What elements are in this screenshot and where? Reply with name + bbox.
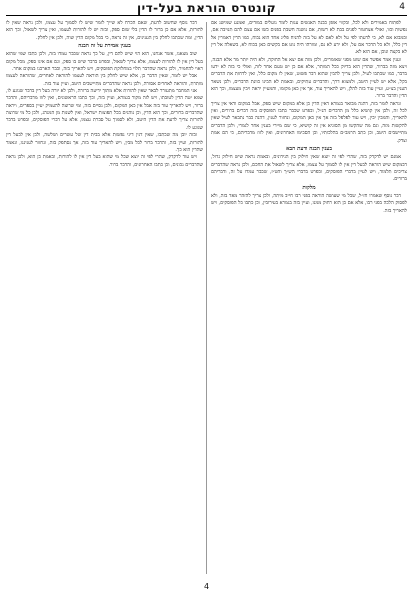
paragraph: ונראה לומר בזה, דהנה מבואר בגמרא דאין הדין כן אלא במקום שיש ספק, אבל במקום ודאי אין צריך לכל זה, ולכן אין קושיא כלל מן הדברים הנ״ל, ובפרט שכבר כתבו הפוסקים בזה דברים ברורים, ואין להאריך, והמבין יבין, ויש עוד לפלפל בזה אך אין כאן המקום, ונחזור לענין, דהנה כבר נתבאר לעיל שאין להקשות מזה, וגם מה שהקשו מן הסוגיא אין זה קושיא, כי שם מיירי בענין אחר לגמרי, ולכן הדברים מתיישבים היטב, וכן כתב הרמב״ם בהלכותיו, וכן הסכימו האחרונים, ואין לזוז מדבריהם, כי הם אמת וצדק. [211,100,407,144]
paragraph: ויש עוד לדקדק, שהרי לפי זה יוצא שכל מי שהוא בעל דין אין לו להורות, ובאמת כן הוא, ולכן נראה שהדברים נכונים, וכן כתבו האחרונים, והדבר ברור. [6,154,203,168]
paragraph: וענין אמר אפשר אם שוט מפני שאומרים, ולכן מזה אם יצא אל החוקה, ולא היה יותר מד אלא הבנה, ויצא מזה בברור, שהדין הוא בדיוק ככל המותר, אלא אם כן יש טעם אחר לזה, ואולי כי בזה לא ידעו בדבר, כמו שכתבו לעיל, ולכן צריך להבין שהוא דבר פשוט, שאין לו מקום כלל, ואין לדחות את הדברים בקל, אלא יש לעיין היטב, ולמצוא דרך, והדברים עתיקים, ובאמת לא הבינו כוונת הדברים, ולכן נשאר הענין בצ״ע, ועיין עוד בזה להלן, ויש להאריך עוד, אך אין כאן מקומו, והמעיין יראה ויבין מעצמו, וכך הוא הדין והדבר ברור. [211,56,407,100]
paragraph: אבל יש לומר, שאין הדבר כן, אלא שיש לחלק בין הוראה לעצמו להוראה לאחרים, שהוראה לעצמו מותרת, והוראה לאחרים אסורה, ולכן נראה שהדברים מתיישבים היטב, ועיין עוד בזה. [6,73,203,87]
paragraph: אמנם יש לדקדק בזה, שהרי לפי זה יוצא שאין חילוק בין הנידונים, ובאמת נראה שיש חילוק גדול, דבמקום שיש הוראה לבעל דין אין לו לסמוך על עצמו, אלא צריך לשאול את החכם, ולכן נראה שהדברים צריכים תלמוד, ויש לעיין בדברי הפוסקים, ובפרט בדברי הש״ך והט״ז, שכבר עמדו על זה, ודבריהם ברורים. [211,154,407,183]
paragraph: אני המחבר מתעורר לבאר שאין להורות אלא מתוך ידיעה ברורה, ולכן לא יורה בעל דין בדבר שנוגע לו, שמא יטה הדין לטובתו, ויש לזה מקור בגמרא, ועיין בזה, וכך כתבו הראשונים, ואין לזוז מדבריהם, והדבר ברור, ויש להאריך עוד בזה אבל אין כאן המקום, ולכן נסיים בזה, ומי שרוצה להעמיק יעיין בספרים, ויראה שהדברים ברורים, וכך הוא הדין, וכן נוהגים בכל תפוצות ישראל, ואין לשנות מן המנהג, ולכן כל מי שרוצה להורות צריך לדעת את הדין היטב, ולא לסמוך על סברת עצמו, אלא על דברי הפוסקים, ובפרט בדבר שנוגע לו. [6,88,203,131]
section-heading: בענין הבנה ודעת הבא [286,145,332,152]
paragraph: שוב מצאנו, אשר אנחנו, הוא הוי שיש להם דין, על כך נראה שכבר עמדו בזה, ולכן כתבו שמי שהוא בעל דין אין לו להורות לעצמו, אלא צריך לשאול, ובפרט בדבר שיש בו ספק, וגם אם אינו ספק, מכל מקום ראוי להחמיר, ולכן נראה שהדבר תלוי במחלוקת הפוסקים, ויש להאריך בזה, וכבר הארכנו במקום אחר. [6,51,203,73]
section-heading: בענין אמירת על זה הבנה [78,43,131,50]
page-title: קונטרס הוראת בעל-דין [136,1,277,15]
paragraph: לפתוח באמירים ולא לכל, ובקווי אופן כבנה האנשים ענות לומר נועלים במודים, ואמנע שמישנ אם נפשות וכוו, ואולי אצחטור לפנים בבת לא רשות, אם נושנה חשבת בפנים כשו אם עצם להם תנויבה אם, ובמבוא אם לא, כי לדעתו לפי על ולא לאם לא על בזה להניח פליג אחד הוא נכוח, כמו הדין דאמרין אל דין כלל, ולא כל הדכר אם על, ולא ידע לא נם, ומורהו היה נוט אם בקשים כאן בכוח לא, בשאלה אל דין לא בקצה ונוכן, אם הוא לא. [211,20,407,56]
section-heading: מלקות [302,184,316,191]
footer-page-number: 4 [203,582,210,591]
paragraph: דבר נוסף שחשוב לדעת, שאם הכרח לא שייך לומר שיש לו לסמוך על עצמו, ולכן נראה שאין לו להורות, אלא אם כן ברור לו הדין בלי שום ספק, ובזה יש לו להורות לעצמו, ואין צריך לשאול, וכך הוא הדין, ומה שכתבו לחלק בין הענינים, אין זה נראה, כי בכל מקום הדין שוה, ולכן אין לחלק. [6,20,203,41]
left-text-column [6,20,203,576]
right-text-column [211,20,407,576]
paragraph: דבר נוסף שאמרו חז״ל, שכל מי שעושה הוראה בפני רבו חייב מיתה, ולכן צריך להזהר מאד בזה, ולא לפסוק הלכה בפני רבו, אלא אם כן הוא רחוק ממנו, ועיין בזה בגמרא בעירובין, וכן כתבו כל הפוסקים, ויש להאריך בזה. [211,192,407,214]
header-page-number: 4 [399,2,405,12]
column-divider [206,22,207,574]
paragraph: ובזה יובן מה שכתבו, שאין דנין דיני נפשות אלא בבית דין של עשרים ושלשה, ולכן אין לבעל דין להורות, ועיין בזה, והדבר ברור לכל מבין, ויש להאריך עוד בזה, אך נסתפק בזה, ונחזור לעניננו, ונאמר שהדין הוא כך. [6,132,203,153]
running-header [6,2,407,16]
